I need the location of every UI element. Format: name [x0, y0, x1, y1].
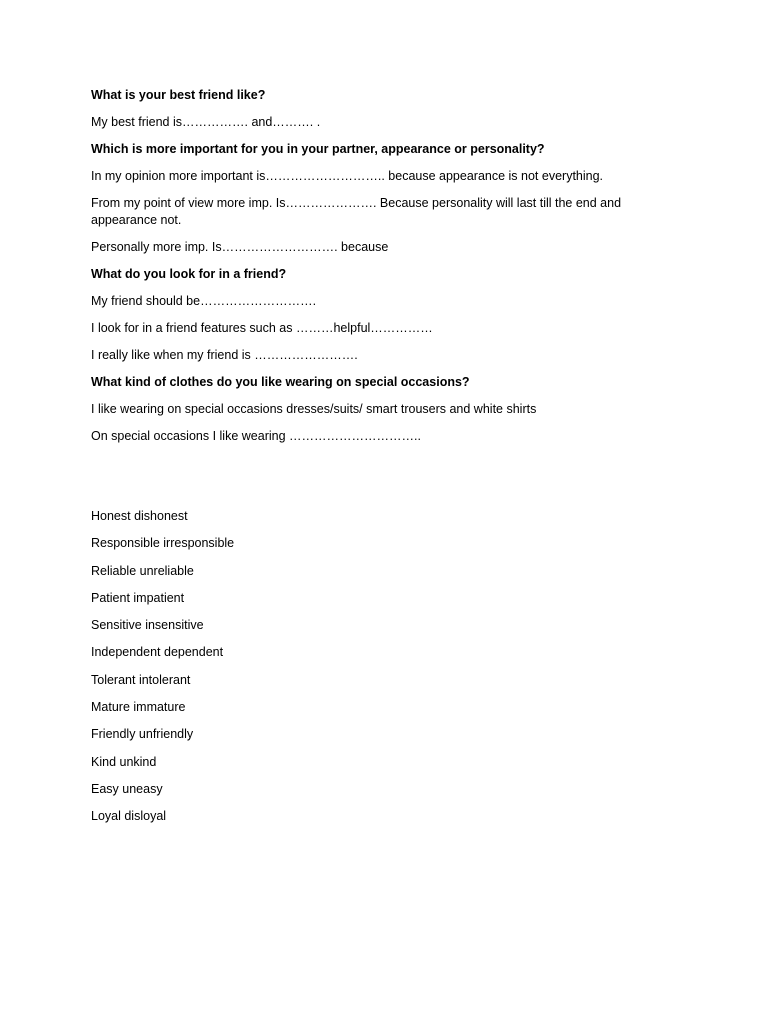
adjective-pair: Mature immature — [91, 700, 186, 715]
adjective-pair: Easy uneasy — [91, 781, 163, 796]
answer-3-3: I really like when my friend is ……………………. — [91, 348, 358, 362]
question-2: Which is more important for you in your partner, appearance or personality? — [91, 142, 545, 156]
adjective-pair: Kind unkind — [91, 754, 157, 769]
adjective-pair: Reliable unreliable — [91, 563, 194, 578]
adjective-pair: Independent dependent — [91, 645, 224, 660]
question-3: What do you look for in a friend? — [91, 267, 287, 281]
adjective-pair: Responsible irresponsible — [91, 536, 235, 551]
worksheet-body — [91, 87, 651, 836]
section-gap — [91, 455, 651, 508]
question-4: What kind of clothes do you like wearing on special occasions? — [91, 375, 470, 389]
question-1: What is your best friend like? — [91, 88, 266, 102]
answer-2-3: Personally more imp. Is………………………. because — [91, 240, 389, 254]
answer-4-2: On special occasions I like wearing ………………………….. — [91, 429, 421, 443]
adjective-pair: Loyal disloyal — [91, 809, 167, 824]
adjective-pair: Patient impatient — [91, 590, 185, 605]
answer-2-2: From my point of view more imp. Is…………………. Because personality will last till the end and appearance not. — [91, 196, 622, 227]
answer-3-1: My friend should be………………………. — [91, 294, 317, 308]
adjective-pair: Friendly unfriendly — [91, 727, 194, 742]
adjective-pair: Honest dishonest — [91, 509, 188, 523]
answer-3-2: I look for in a friend features such as ………helpful…………… — [91, 321, 433, 335]
adjective-pair: Tolerant intolerant — [91, 672, 191, 687]
answer-4-1: I like wearing on special occasions dresses/suits/ smart trousers and white shirts — [91, 402, 537, 416]
answer-2-1: In my opinion more important is……………………….. because appearance is not everything. — [91, 169, 604, 183]
adjective-pairs-list — [91, 508, 651, 825]
adjective-pair: Sensitive insensitive — [91, 618, 204, 633]
answer-1-1: My best friend is……………. and………. . — [91, 115, 321, 129]
